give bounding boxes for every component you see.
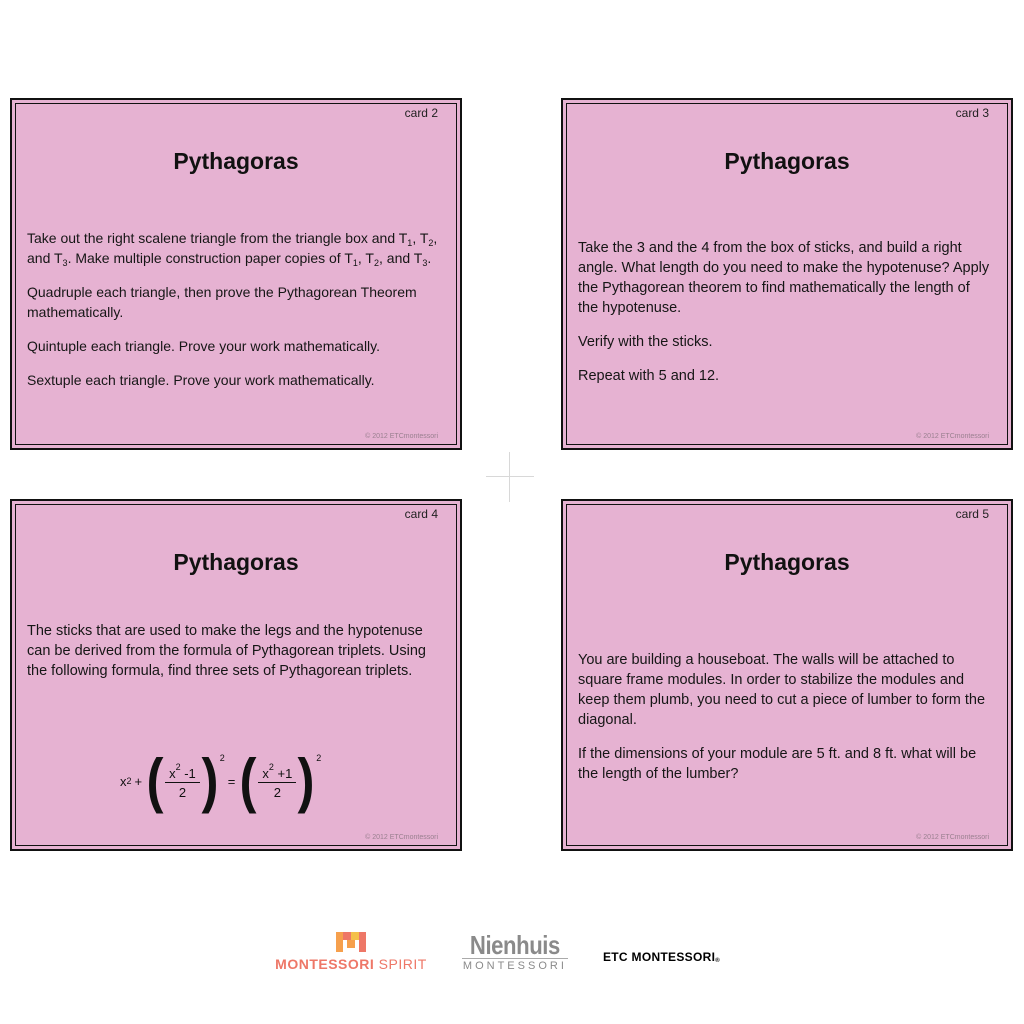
card-paragraph: Repeat with 5 and 12.	[578, 368, 720, 384]
card-paragraph: Take out the right scalene triangle from the triangle box and $T_1$, $T_2$, and $T_3$. Make multiple construction paper copies of $T_1$, $T_2$, and $T_3$.	[27, 230, 438, 268]
card-number: card 3	[955, 106, 989, 120]
fraction: $\frac{x^2 -1}{2}$	[165, 762, 200, 800]
card-paragraph: Take the 3 and the 4 from the box of sticks, and build a right angle. What length do you need to make the hypotenuse? Apply the Pythagorean theorem to find mathematically the length of the hypotenuse.	[578, 240, 990, 316]
task-card-3	[561, 98, 1013, 450]
card-number: card 5	[955, 507, 989, 521]
card-paragraph: You are building a houseboat. The walls will be attached to square frame modules. In order to stabilize the modules and keep them plumb, you need to cut a piece of lumber to form the diagonal.	[578, 652, 986, 728]
card-paragraph: Quadruple each triangle, then prove the Pythagorean Theorem mathematically.	[27, 284, 417, 320]
card-title: Pythagoras	[173, 148, 299, 174]
task-card-5	[561, 499, 1013, 851]
etc-montessori-logo: ETC MONTESSORI®	[603, 950, 720, 964]
montessori-spirit-logo: MONTESSORI SPIRIT	[263, 930, 439, 972]
card-paragraph: Quintuple each triangle. Prove your work mathematically.	[27, 338, 381, 354]
copyright: © 2012 ETCmontessori	[916, 433, 989, 440]
copyright: © 2012 ETCmontessori	[916, 834, 989, 841]
copyright: © 2012 ETCmontessori	[365, 834, 438, 841]
card-paragraph: Sextuple each triangle. Prove your work mathematically.	[27, 372, 375, 388]
nienhuis-logo: Nienhuis MONTESSORI	[462, 930, 567, 972]
center-cross-mark	[486, 476, 534, 477]
brand-logos	[0, 930, 1024, 980]
card-paragraph: The sticks that are used to make the legs and the hypotenuse can be derived from the formula of Pythagorean triplets. Using the following formula, find three sets of Pythagorean triplets.	[27, 623, 426, 679]
task-card-4	[10, 499, 462, 851]
card-title: Pythagoras	[173, 549, 299, 575]
center-cross-mark	[509, 452, 510, 502]
fraction: $\frac{x^2 +1}{2}$	[258, 762, 296, 800]
card-title: Pythagoras	[724, 148, 850, 174]
card-body	[27, 228, 442, 404]
copyright: © 2012 ETCmontessori	[365, 433, 438, 440]
card-body	[27, 621, 442, 695]
card-body	[578, 238, 993, 400]
pythagorean-formula: x 2 + ( $\frac{x^2 -1}{2}$ ) 2 = ( $\frac{x^2 +1}{2}$ ) 2	[120, 747, 322, 814]
card-title: Pythagoras	[724, 549, 850, 575]
card-number: card 2	[404, 106, 438, 120]
montessori-spirit-mark-icon	[334, 930, 368, 954]
card-body	[578, 650, 993, 798]
card-paragraph: If the dimensions of your module are 5 ft. and 8 ft. what will be the length of the lumber?	[578, 746, 977, 782]
card-paragraph: Verify with the sticks.	[578, 334, 713, 350]
card-number: card 4	[404, 507, 438, 521]
task-card-2	[10, 98, 462, 450]
